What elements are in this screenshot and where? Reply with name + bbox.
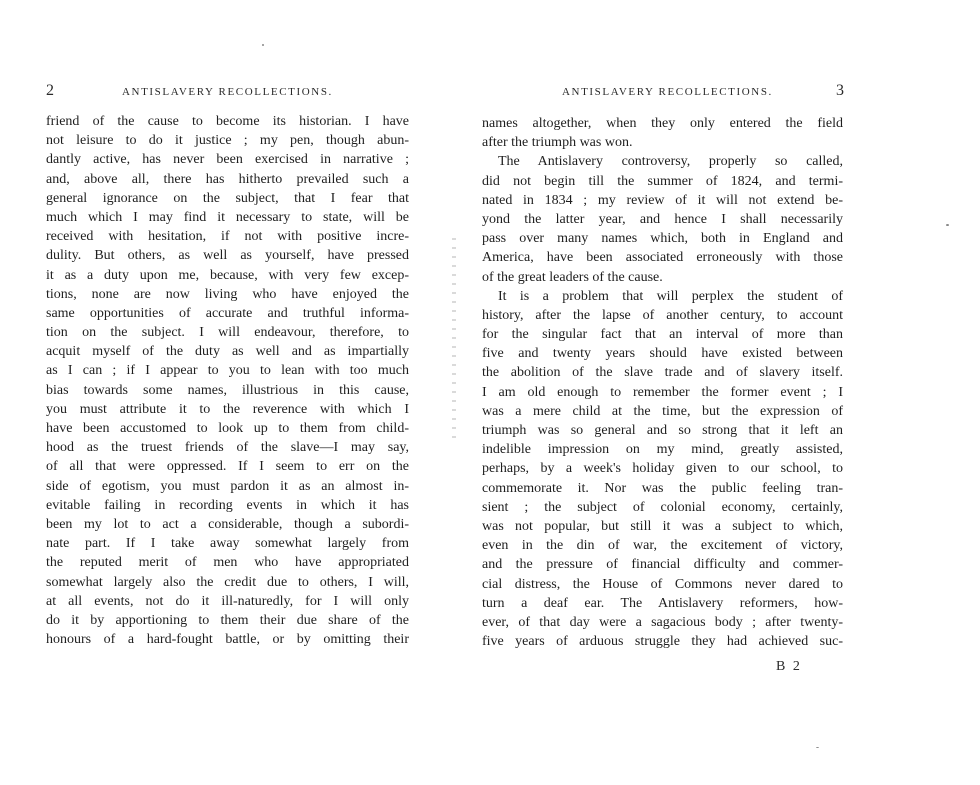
text-line: dulity. But others, as well as yourself, have pressed [46, 248, 409, 264]
gutter-bleed-through [452, 238, 456, 438]
text-line: received with hesitation, if not with positive incre- [46, 229, 409, 245]
text-line: for the singular fact that an interval of more than [482, 327, 843, 343]
text-line: evitable failing in recording events in which it has [46, 497, 409, 513]
text-line: did not begin till the summer of 1824, and termi- [482, 173, 843, 189]
text-line: nated in 1834 ; my review of it will not extend be- [482, 192, 843, 208]
text-line: sient ; the subject of colonial economy, certainly, [482, 499, 843, 515]
text-line: side of egotism, you must pardon it as an almost in- [46, 478, 409, 494]
text-line: hood as the truest friends of the slave—I may say, [46, 440, 409, 456]
text-line: bias towards some names, illustrious in this cause, [46, 382, 409, 398]
text-line: pass over many names which, both in England and [482, 231, 843, 247]
text-line: friend of the cause to become its historian. I have [46, 114, 409, 129]
text-line: five and twenty years should have existed between [482, 346, 843, 362]
paper-speck [262, 44, 264, 46]
text-line: after the triumph was won. [482, 135, 633, 151]
text-line: was a mere child at the time, but the expression of [482, 403, 843, 419]
text-line: even in the din of war, the excitement of victory, [482, 538, 843, 554]
text-line: of the great leaders of the cause. [482, 269, 663, 285]
text-line: at all events, not do it ill-naturedly, for I will only [46, 593, 409, 609]
text-line: been my lot to act a considerable, though a subordi- [46, 516, 409, 532]
text-line: have been accustomed to look up to them from child- [46, 421, 409, 436]
text-line: somewhat largely also the credit due to others, I will, [46, 574, 409, 590]
text-line: much which I may find it necessary to state, will be [46, 209, 409, 225]
text-line: history, after the lapse of another century, to account [482, 307, 843, 323]
text-line: the abolition of the slave trade and of slavery itself. [482, 365, 843, 381]
text-line: as I can ; if I appear to you to lean with too much [46, 363, 409, 379]
paragraph-start-line: The Antislavery controversy, properly so called, [498, 154, 843, 170]
text-line: tions, none are now living who have enjoyed the [46, 286, 409, 302]
page-number: 2 [46, 82, 54, 99]
text-line: commemorate it. Nor was the public feeling tran- [482, 480, 843, 496]
text-line: indelible impression on my mind, greatly assisted, [482, 442, 843, 458]
text-line: I am old enough to remember the former event ; I [482, 384, 843, 400]
text-line: ever, of that day were a sagacious body ; after twenty- [482, 614, 843, 630]
text-line: you must attribute it to the reverence with which I [46, 401, 409, 417]
page-body-text [46, 112, 409, 649]
text-line: of all that were oppressed. If I seem to err on the [46, 459, 409, 475]
text-line: triumph was so general and so strong that it left an [482, 423, 843, 438]
text-line: turn a deaf ear. The Antislavery reformers, how- [482, 595, 843, 611]
text-line: not leisure to do it justice ; my pen, though abun- [46, 133, 409, 149]
text-line: same opportunities of accurate and truthful informa- [46, 305, 409, 321]
text-line: America, have been associated erroneously with those [482, 250, 843, 266]
text-line: and the pressure of financial difficulty and commer- [482, 557, 843, 573]
page-number: 3 [836, 82, 844, 99]
text-line: acquit myself of the duty as well and as impartially [46, 344, 409, 360]
right-page [482, 0, 980, 785]
text-line: the reputed merit of men who have appropriated [46, 555, 409, 571]
text-line: do it by apportioning to them their due share of the [46, 612, 409, 628]
text-line: general ignorance on the subject, that I fear that [46, 190, 409, 206]
paper-speck [816, 747, 819, 748]
text-line: tion on the subject. I will endeavour, therefore, to [46, 325, 409, 341]
signature-mark: B 2 [776, 659, 802, 674]
text-line: and, above all, there has hitherto prevailed such a [46, 171, 409, 187]
text-line: five years of arduous struggle they had achieved suc- [482, 634, 843, 650]
text-line: dantly active, has never been exercised in narrative ; [46, 152, 409, 168]
page-body-text [482, 114, 843, 651]
text-line: nate part. If I take away somewhat largely from [46, 536, 409, 552]
paper-speck [946, 224, 949, 226]
text-line: perhaps, by a week's holiday given to our school, to [482, 461, 843, 477]
text-line: cial distress, the House of Commons never dared to [482, 576, 843, 592]
text-line: it as a duty upon me, because, with very few excep- [46, 267, 409, 283]
running-head: ANTISLAVERY RECOLLECTIONS. [122, 86, 333, 98]
text-line: honours of a hard-fought battle, or by omitting their [46, 632, 409, 648]
text-line: yond the latter year, and hence I shall necessarily [482, 211, 843, 227]
text-line: names altogether, when they only entered the field [482, 116, 843, 131]
text-line: was not popular, but still it was a subject to which, [482, 518, 843, 534]
paragraph-start-line: It is a problem that will perplex the student of [498, 288, 843, 304]
running-head: ANTISLAVERY RECOLLECTIONS. [562, 86, 773, 98]
